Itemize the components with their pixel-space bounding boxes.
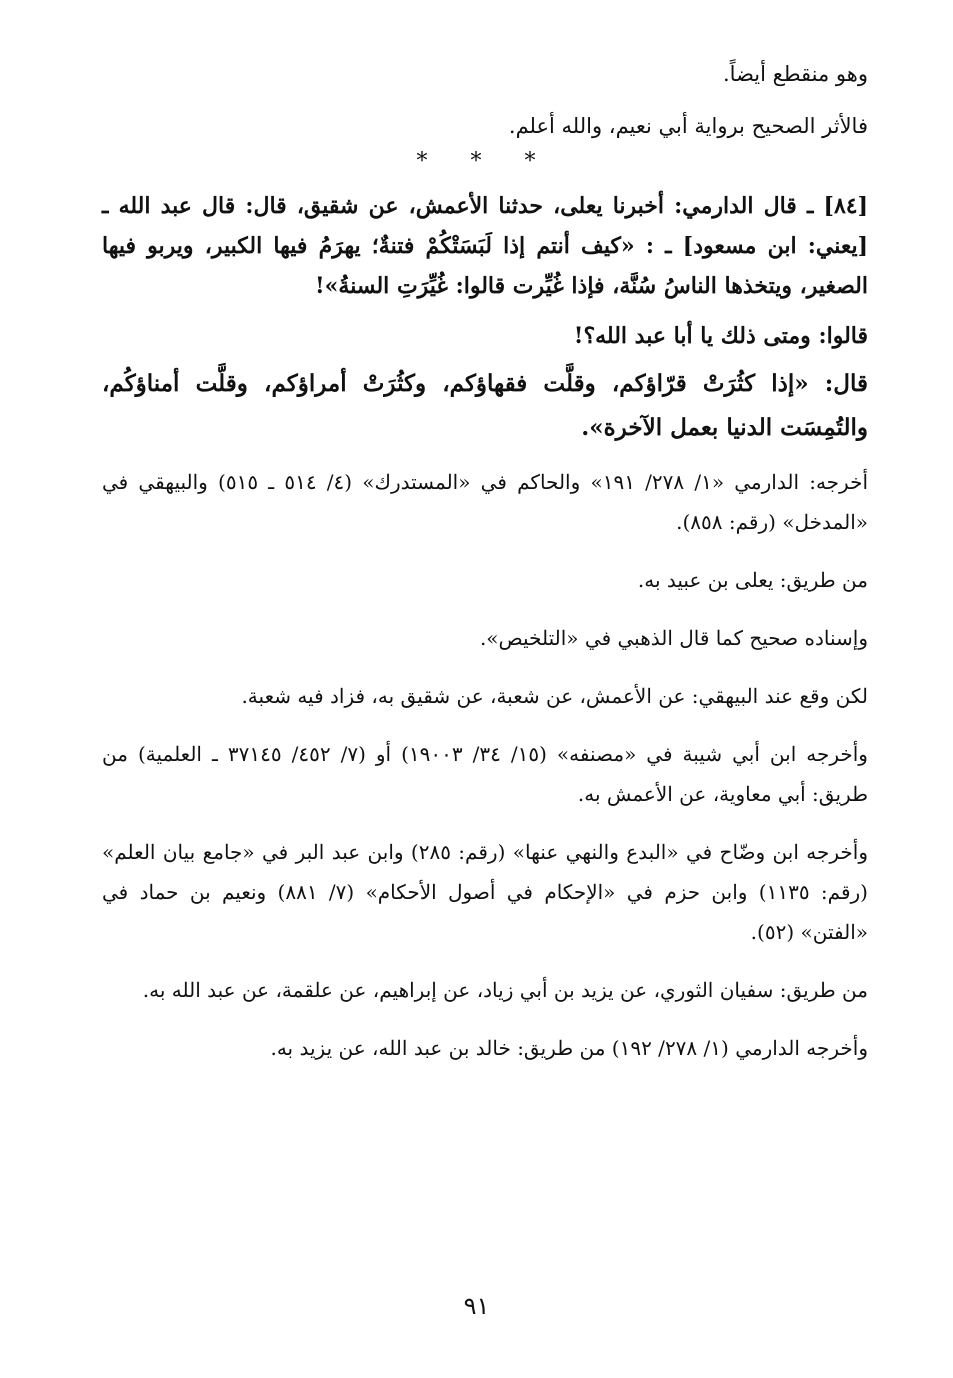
book-page <box>102 58 868 1086</box>
text-line: فالأثر الصحيح برواية أبي نعيم، والله أعلم. <box>508 114 868 138</box>
takhrij-note: من طريق: سفيان الثوري، عن يزيد بن أبي زياد، عن إبراهيم، عن علقمة، عن عبد الله به. <box>142 978 868 1002</box>
takhrij-note: وأخرجه ابن وضّاح في «البدع والنهي عنها» (رقم: ٢٨٥) وابن عبد البر في «جامع بيان العلم» (رقم: ١١٣٥) وابن حزم في «الإحكام في أصول الأحكام» (٧/ ٨٨١) ونعيم بن حماد في «الفتن» (٥٢). <box>102 840 868 944</box>
hadith-question: قالوا: ومتى ذلك يا أبا عبد الله؟! <box>573 323 868 349</box>
text-line: وهو منقطع أيضاً. <box>723 62 868 86</box>
takhrij-note: وأخرجه الدارمي (١/ ٢٧٨/ ١٩٢) من طريق: خالد بن عبد الله، عن يزيد به. <box>270 1036 868 1060</box>
hadith-answer: قال: «إذا كثُرَتْ قرّاؤكم، وقلَّت فقهاؤكم، وكثُرَتْ أمراؤكم، وقلَّت أمناؤكُم، والتُمِسَت الدنيا بعمل الآخرة». <box>102 370 868 441</box>
hadith-text: [٨٤] ـ قال الدارمي: أخبرنا يعلى، حدثنا الأعمش، عن شقيق، قال: قال عبد الله ـ [يعني: ابن مسعود] ـ : «كيف أنتم إذا لَبَسَتْكُمْ فتنةٌ؛ يهرَمُ فيها الكبير، ويربو فيها الصغير، ويتخذها الناسُ سُنَّة، فإذا غُيِّرت قالوا: غُيِّرَتِ السنةُ»! <box>102 193 868 299</box>
takhrij-note: من طريق: يعلى بن عبيد به. <box>637 568 868 592</box>
page-number: ٩١ <box>463 1292 490 1320</box>
takhrij-note: لكن وقع عند البيهقي: عن الأعمش، عن شعبة، عن شقيق به، فزاد فيه شعبة. <box>241 684 868 708</box>
section-separator: * * * <box>416 149 554 174</box>
takhrij-note: أخرجه: الدارمي «١/ ٢٧٨/ ١٩١» والحاكم في «المستدرك» (٤/ ٥١٤ ـ ٥١٥) والبيهقي في «المدخل» (رقم: ٨٥٨). <box>102 470 868 534</box>
takhrij-note: وأخرجه ابن أبي شيبة في «مصنفه» (١٥/ ٣٤/ ١٩٠٠٣) أو (٧/ ٤٥٢/ ٣٧١٤٥ ـ العلمية) من طريق: أبي معاوية، عن الأعمش به. <box>102 742 868 806</box>
takhrij-note: وإسناده صحيح كما قال الذهبي في «التلخيص». <box>479 626 868 650</box>
